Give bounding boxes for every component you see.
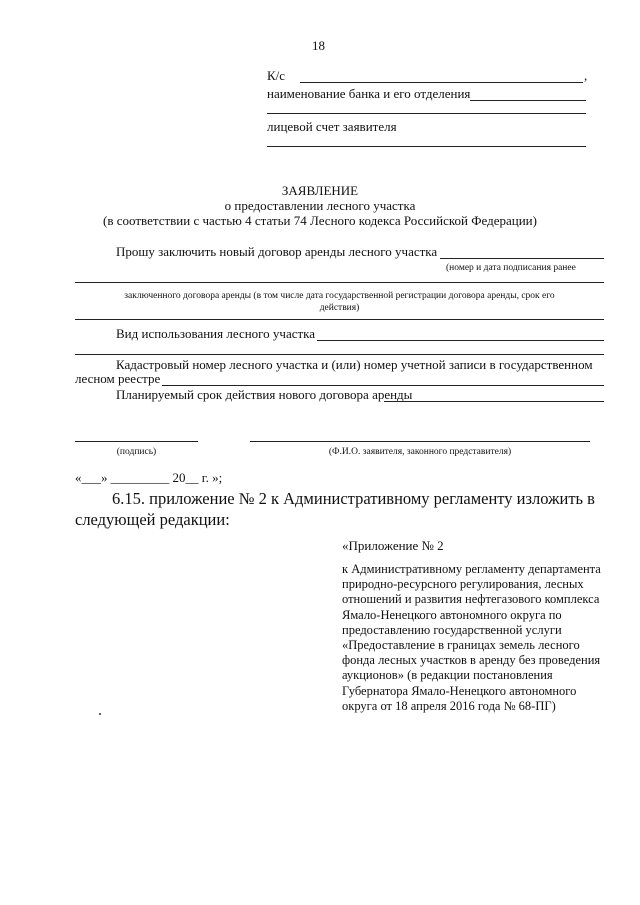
- bank-extra-line: [267, 113, 586, 114]
- request-text: Прошу заключить новый договор аренды лесного участка: [116, 244, 438, 259]
- request-field-line: [440, 258, 604, 259]
- cadastral-field-line: [162, 385, 604, 386]
- amendment-line-1: 6.15. приложение № 2 к Административному регламенту изложить в: [112, 489, 595, 508]
- usage-label: Вид использования лесного участка: [116, 326, 316, 341]
- request-hint-3: действия): [319, 303, 360, 313]
- document-title: ЗАЯВЛЕНИЕ: [281, 183, 359, 198]
- ks-label: К/с: [267, 68, 286, 83]
- cadastral-label-line2: лесном реестре: [75, 371, 161, 386]
- request-hint-1: (номер и дата подписания ранее: [446, 263, 576, 273]
- request-line-2: [75, 282, 604, 283]
- account-label: лицевой счет заявителя: [267, 119, 397, 134]
- amendment-line-2: следующей редакции:: [75, 510, 230, 529]
- document-subtitle: о предоставлении лесного участка: [224, 198, 416, 213]
- name-line: [250, 441, 590, 442]
- bank-name-label: наименование банка и его отделения: [267, 86, 471, 101]
- appendix-body: к Административному регламенту департамента природно-ресурсного регулирования, лесных отношений и развития нефтегазового комплекса Ямало-Ненецкого автономного округа по предоставлению государственной услуги «Предоставление в границах земель лесного фонда лесных участков в аренду без проведения аукционов» (в редакции постановления Губернатора Ямало-Ненецкого автономного округа от 18 апреля 2016 года № 68-ПГ): [342, 562, 601, 713]
- term-label: Планируемый срок действия нового договора аренды: [116, 387, 413, 402]
- ks-comma: ,: [584, 68, 588, 83]
- name-caption: (Ф.И.О. заявителя, законного представителя): [328, 447, 512, 457]
- date-line: «___» _________ 20__ г. »;: [75, 470, 223, 485]
- request-line-3: [75, 319, 604, 320]
- cadastral-label-line1: Кадастровый номер лесного участка и (или) номер учетной записи в государственном: [116, 357, 593, 372]
- request-hint-2: заключенного договора аренды (в том числе дата государственной регистрации договора аренды, срок его: [124, 291, 555, 301]
- term-field-line: [384, 401, 604, 402]
- usage-extra-line: [75, 354, 604, 355]
- account-field-line: [267, 146, 586, 147]
- document-basis: (в соответствии с частью 4 статьи 74 Лесного кодекса Российской Федерации): [103, 213, 537, 228]
- signature-line: [75, 441, 198, 442]
- bank-name-field-line: [470, 100, 586, 101]
- signature-caption: (подпись): [116, 447, 157, 457]
- appendix-title: «Приложение № 2: [342, 538, 444, 553]
- ks-field-line: [300, 82, 583, 83]
- page-number: 18: [312, 38, 325, 53]
- scan-dot: [99, 713, 101, 715]
- usage-field-line: [317, 340, 604, 341]
